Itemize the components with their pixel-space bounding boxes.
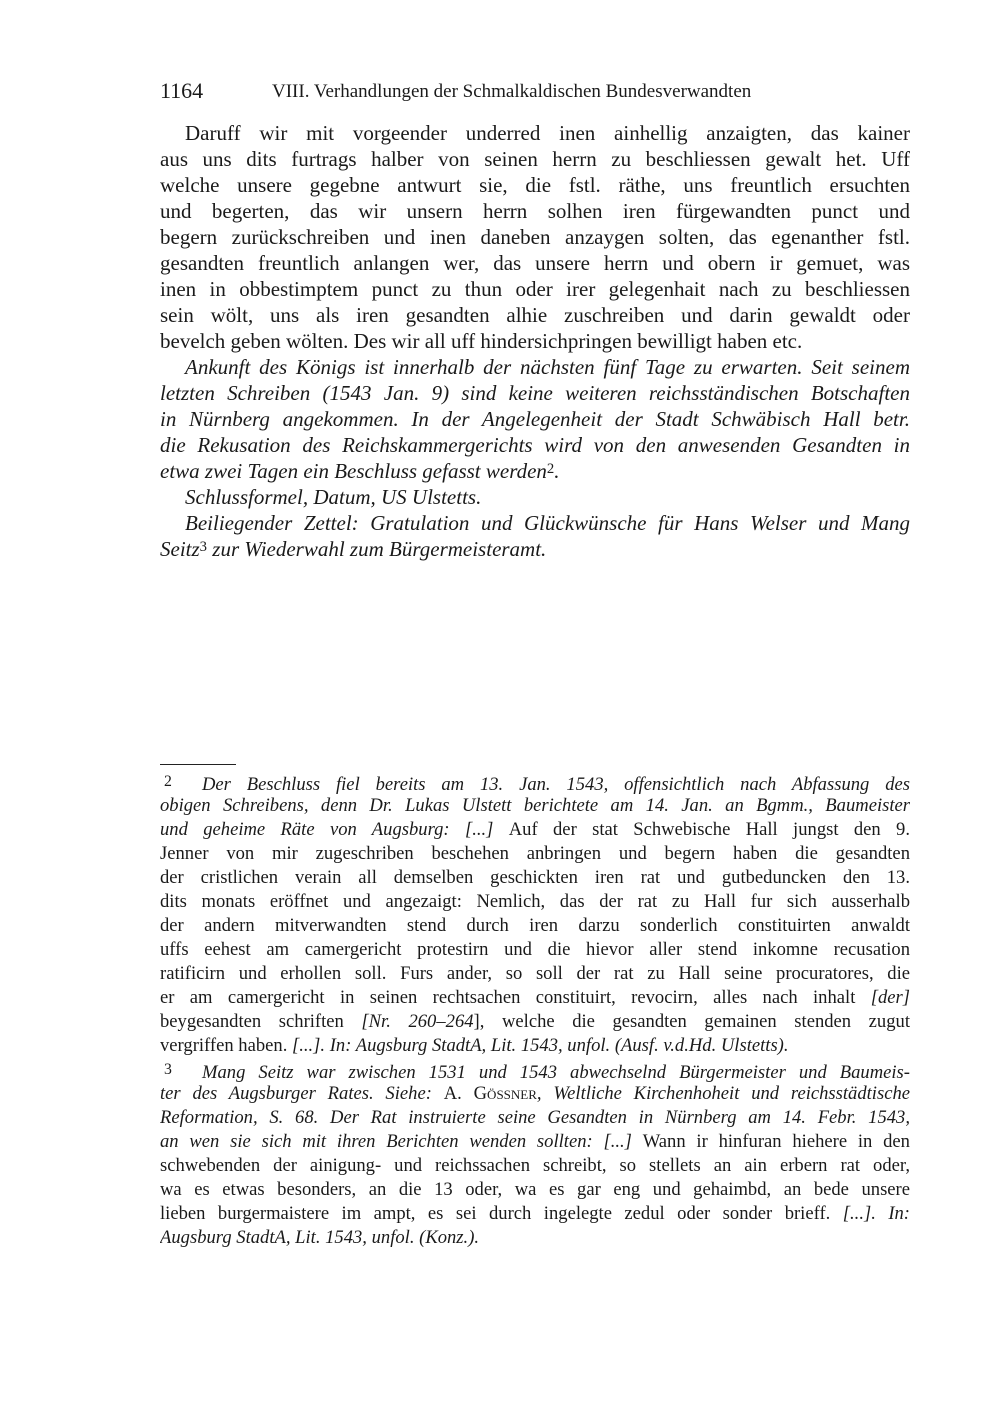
footnote-line [160,914,910,938]
footnote-line [160,962,910,986]
footnote-line [160,1130,910,1154]
text-line [160,510,910,536]
text-line [160,458,910,484]
text-segment: [Nr. 260–264 [361,1011,474,1032]
text-segment: [...]. In: Augsburg StadtA, Lit. 1543, unfol. (Ausf. v.d.Hd. Ulstetts). [292,1035,789,1056]
footnote-line [160,890,910,914]
text-line [160,432,910,458]
page-number: 1164 [160,78,204,103]
footnote-line [160,770,910,794]
footnote-line [160,818,910,842]
footnote-reference: 2 [546,460,555,477]
text-segment: er am camergericht in seinen rechtsachen constituirt, revocirn, alles nach inhalt [160,987,871,1008]
text-line [160,250,910,276]
footnote-reference: 3 [199,538,208,555]
text-segment: vergriffen haben. [160,1035,292,1056]
text-segment: Jenner von mir zugeschriben beschehen anbringen und begern haben die gesandten [160,843,910,864]
footnote-line [160,1010,910,1034]
footnote-line [160,938,910,962]
text-segment: Reformation, S. 68. Der Rat instruierte seine Gesandten in Nürnberg am 14. Febr. 1543, [160,1107,910,1128]
text-segment: welche unsere gegebne antwurt sie, die fstl. räthe, uns freuntlich ersuchten [160,173,910,197]
text-segment: Der Beschluss fiel bereits am 13. Jan. 1543, offensichtlich nach Abfassung des [202,773,910,794]
footnote-line [160,1058,910,1082]
text-segment: gesandten freuntlich anlangen wer, das unsere herrn und obern ir gemuet, was [160,251,910,275]
text-segment: obigen Schreibens, denn Dr. Lukas Ulstett berichtete am 14. Jan. an Bgmm., Baumeister [160,795,910,816]
text-segment: Auf der stat Schwebische Hall jungst den 9. [508,819,910,840]
main-text [160,120,910,562]
text-segment: inen in obbestimptem punct zu thun oder irer gelegenhait nach zu beschliessen [160,277,910,301]
text-line [160,146,910,172]
text-line [160,172,910,198]
footnote-line [160,1034,910,1058]
text-segment: A. [443,1083,474,1104]
text-segment: aus uns dits furtrags halber von seinen herrn zu beschliessen gewalt het. Uff [160,147,910,171]
text-segment: lieben burgermaistere im ampt, es sei durch ingelegte zedul oder sonder brieff. [160,1203,843,1224]
footnote-line [160,986,910,1010]
text-segment: ter des Augsburger Rates. Siehe: [160,1083,444,1104]
text-segment: bevelch geben wölten. Des wir all uff hindersichpringen bewilligt haben etc. [160,329,803,353]
footnote-line [160,1154,910,1178]
text-segment: uffs eehest am camergericht protestirn und die hievor aller stend inkomne recusation [160,939,910,960]
text-segment: Beiliegender Zettel: Gratulation und Glückwünsche für Hans Welser und Mang [185,511,910,535]
text-segment: , Weltliche Kirchenhoheit und reichsstädtische [536,1083,910,1104]
footnote-line [160,1082,910,1106]
text-segment: Seitz [160,537,200,561]
footnote-line [160,1106,910,1130]
text-segment: [der] [870,987,910,1008]
text-segment: schwebenden der ainigung- und reichssachen schreibt, so stellets an ain erbern rat oder, [160,1155,910,1176]
footnote-number: 3 [164,1061,172,1078]
text-line [160,328,910,354]
text-line [160,484,910,510]
text-line [160,406,910,432]
text-segment: und geheime Räte von Augsburg: [...] [160,819,509,840]
running-title: VIII. Verhandlungen der Schmalkaldischen Bundesverwandten [272,81,752,102]
text-line [160,224,910,250]
footnote-line [160,842,910,866]
text-segment: die Rekusation des Reichskammergerichts wird von den anwesenden Gesandten in [160,433,910,457]
text-line [160,198,910,224]
text-segment: der andern mitverwandten stend durch iren darzu sonderlich constituirten anwaldt [160,915,910,936]
text-segment: Augsburg StadtA, Lit. 1543, unfol. (Konz.). [160,1227,480,1248]
text-segment: an wen sie sich mit ihren Berichten wenden sollten: [...] [160,1131,643,1152]
text-line [160,354,910,380]
footnote-number: 2 [164,773,172,790]
text-segment: etwa zwei Tagen ein Beschluss gefasst werden [160,459,547,483]
text-segment: sein wölt, uns als iren gesandten alhie zuschreiben und darin gewaldt oder [160,303,910,327]
text-segment: begern zurückschreiben und inen daneben anzaygen solten, das egenanther fstl. [160,225,910,249]
text-segment: Schlussformel, Datum, US Ulstetts. [185,485,482,509]
text-segment: wa es etwas besonders, an die 13 oder, wa es gar eng und gehaimbd, an bede unsere [160,1179,910,1200]
text-segment: Wann ir hinfuran hiehere in den [642,1131,910,1152]
footnote-rule [160,764,236,765]
text-segment: Daruff wir mit vorgeender underred inen ainhellig anzaigten, das kainer [185,121,910,145]
text-segment: und begerten, das wir unsern herrn solhen iren fürgewandten punct und [160,199,910,223]
text-segment: Mang Seitz war zwischen 1531 und 1543 abwechselnd Bürgermeister und Baumeis- [202,1061,910,1082]
text-segment: Gößner [473,1083,537,1104]
footnote-line [160,1226,910,1250]
text-segment: letzten Schreiben (1543 Jan. 9) sind keine weiteren reichsständischen Botschaften [160,381,910,405]
footnote-line [160,1202,910,1226]
text-segment: Ankunft des Königs ist innerhalb der nächsten fünf Tage zu erwarten. Seit seinem [185,355,910,379]
text-line [160,380,910,406]
text-line [160,120,910,146]
footnote-line [160,1178,910,1202]
text-line [160,536,910,562]
text-segment: ], welche die gesandten gemainen stenden zugut [473,1011,910,1032]
text-segment: [...]. In: [842,1203,910,1224]
text-segment: der cristlichen verain all demselben geschickten iren rat und gutbeduncken den 13. [160,867,910,888]
footnote-line [160,794,910,818]
footnote-line [160,866,910,890]
text-segment: zur Wiederwahl zum Bürgermeisteramt. [207,537,547,561]
text-line [160,302,910,328]
text-segment: beygesandten schriften [160,1011,362,1032]
footnotes [160,770,910,1250]
text-line [160,276,910,302]
text-segment: dits monats eröffnet und angezaigt: Nemlich, das der rat zu Hall fur sich ausserhalb [160,891,910,912]
text-segment: ratificirn und erhollen soll. Furs ander, so soll der rat zu Hall seine procuratores, die [160,963,910,984]
text-segment: . [554,459,560,483]
text-segment: in Nürnberg angekommen. In der Angelegenheit der Stadt Schwäbisch Hall betr. [160,407,910,431]
